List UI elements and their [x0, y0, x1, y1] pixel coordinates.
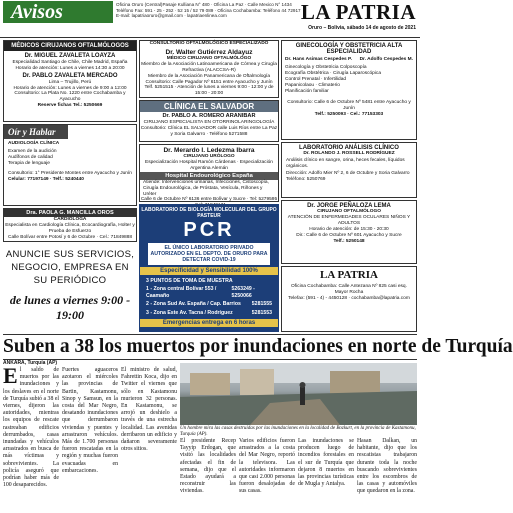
- doctor-name: Dr. ROLANDO J. ROSSELL RODRÍGUEZ: [303, 151, 395, 156]
- ad-title: Dr. Merardo I. Ledezma Ibarra: [163, 147, 255, 154]
- doctor-detail: Especialidad Santiago de Chile, Chile Madrid, España: [12, 59, 128, 65]
- doctor-names: Dr. Hans Asimas Cespedes P. Dr. Adolfo Cespedes M.: [285, 57, 413, 62]
- ad-line: Calle Bolívar entre Potosí y 6 de Octubre · Cel.: 71849888: [8, 234, 132, 240]
- office-hours: Horario de atención: Lunes a viernes 14:30 a 20:00: [15, 65, 125, 71]
- article-column: Fuertes aguaceros azotaron el miércoles las provincias de Bartin, Kastamonu, Sinop y Samsun, en la costa del Mar Negro, desatando inundaciones que derrumbaron viviendas y puentes y arrastraron vehículos. Más de 1.700 personas fueron rescatadas en la región y muchas fueron evacuadas en embarcaciones.: [62, 367, 118, 474]
- sample-point: 1 - Zona central Bolívar 553 / Caamaño 5263249 - 5250066: [146, 286, 255, 299]
- article-photo: [180, 363, 417, 425]
- office-address: Consultorio: 1° Presidente Montes entre Ayacucho y Junín: [8, 170, 132, 176]
- doctor-detail: Lima – Trujillo, Perú: [48, 79, 92, 85]
- article-headline: Suben a 38 los muertos por inundaciones en norte de Turquía: [3, 334, 417, 360]
- ad-band: Emergencias entrega en 6 horas: [140, 319, 278, 327]
- ad-note: EL ÚNICO LABORATORIO PRIVADO AUTORIZADO EN EL DEPTO. DE ORURO PARA DETECTAR COVID-19: [148, 243, 270, 265]
- ad-banner: Oír y Hablar: [4, 125, 68, 139]
- doctor-name: Dr. MIGUEL ZAVALETA LOAYZA: [24, 53, 116, 59]
- office-address: Dir.: Calle 6 de Octubre Nº 601 Ayacucho y Sucre: [296, 232, 402, 238]
- article-column: Hasan Dalkan, un habitante, dijo que los rescatistas trabajaron durante toda la noche buscando sobrevivientes entre los escombros de las casas y automóviles que quedaron en la zona.: [357, 438, 417, 495]
- ad-title: Dra. PAOLA G. MANCILLA OROS: [4, 209, 136, 217]
- phone-number: Teléfono: 5250769: [286, 176, 326, 182]
- service-item: Ginecología y Obstetricia Colposcopía: [285, 64, 367, 70]
- ad-la-patria-cochabamba: [281, 266, 417, 332]
- office-address: Dirección: Adolfo Mier Nº 2, 6 de Octubre y Soria Galvarro: [286, 170, 410, 176]
- ad-penaloza: [281, 200, 417, 264]
- ad-line: Miembro de la Asociación Panamericana de Oftalmología: [147, 73, 271, 79]
- article-column: Las inundaciones se producen luego de incendios forestales en el sur de Turquía que dejaron 8 muertos en las provincias turísticas de Mugla y Antalya.: [298, 438, 354, 488]
- ad-title: CLÍNICA EL SALVADOR: [140, 101, 278, 112]
- office-hours: Horario de atención: Lunes a viernes de 9:00 a 12:00: [13, 85, 127, 91]
- service-item: Ecografía Obstétrica · Cirugía Laparoscópica: [285, 70, 381, 76]
- photo-caption: Un hombre mira las casas destruidas por las inundaciones en la localidad de Bozkurt, en la provincia de Kastamonu, Turquía (AP).: [180, 426, 416, 437]
- contact-address: Oficina Oruro (Central)Pasaje Kulliana N° 480 · Oficina La Paz · Calle Mexico N° 1434 Teléfono Fax: 591 - 25 - 252 · 52 15 / 52 79 089 · Oficina Cochabamba: Teléfono 44 72917 E-mail: lapatriaoruro@gmail.com · lapatriaenlinea.com: [116, 2, 301, 19]
- ad-line: CIRUJANO ESPECIALISTA EN OTORRINOLARINGOLOGÍA: [143, 119, 275, 125]
- ad-line: Análisis clínico en sangre, orina, heces fecales, líquidos orgánicos.: [286, 157, 405, 169]
- drop-cap: E: [3, 363, 18, 388]
- service-item: Papanicolaou · Climaterio: [285, 82, 340, 88]
- sample-point: 2 - Zona Sud Av. España / Cap. Barrios 5281555: [146, 301, 272, 308]
- ad-title: LABORATORIO ANÁLISIS CLÍNICO: [299, 145, 399, 151]
- ad-title: Dr. Walter Gutiérrez Aldayuz: [165, 48, 253, 56]
- masthead: [0, 0, 420, 38]
- ad-title: AUDIOLOGÍA CLÍNICA: [8, 141, 60, 146]
- ad-title: GINECOLOGÍA Y OBSTETRICIA ALTA ESPECIALIDAD: [295, 43, 403, 55]
- ad-pcr-laboratorio: [139, 204, 279, 332]
- office-address: Consultorio: La Plata No. 1220 entre Cochabamba y Ayacucho: [14, 91, 126, 103]
- sample-point: 3 - Zona Este Av. Tacna / Rodríguez 5281553: [146, 309, 272, 316]
- ad-subtitle: CIRUJANO URÓLOGO: [183, 154, 235, 159]
- ad-mancilla-cardiologa: [3, 208, 137, 242]
- article-column: El ministro de salud, Fahrettin Koca, dijo en Twitter el viernes que sólo en Kastamonu murieron 32 personas. En Kastamonu, se arrojó un deshielo a través de una estrecha localidad. Las avenidas derribaron un edificio y dañaron severamente otros sitios.: [121, 367, 177, 453]
- ad-subtitle: CIRUJANO OFTALMÓLOGO: [317, 209, 381, 214]
- service-item: Control Prenatal · Infertilidad: [285, 76, 347, 82]
- ad-line: Especialista en Cardiología Clínica, Ecocardiografía, Holter y Prueba de Esfuerzo: [5, 222, 135, 234]
- ad-title: LA PATRIA: [320, 269, 378, 281]
- article-text: l saldo de muertos por las inundaciones y los deslaves en el norte de Turquía subió a 38 el viernes, dijeron las autoridades, mientras los equipos de rescate rastreaban edificios derrumbados, casas inundadas y vehículos arrastrados en busca de más víctimas y sobrevivientes. La policía aseguró que podrían haber más de 100 desaparecidos.: [3, 367, 59, 489]
- ad-hours: de lunes a viernes 9:00 - 19:00: [9, 293, 131, 322]
- doctor-name: Dr. PABLO ZAVALETA MERCADO: [22, 72, 118, 79]
- office-address: Oficina Cochabamba: Calle Antezana Nº 825 casi esq. Mayor Rocha: [291, 284, 407, 295]
- ad-anuncie: [3, 244, 137, 332]
- hospital-name: Hospital Endourológico España: [140, 172, 278, 180]
- ad-subtitle: MÉDICO CIRUJANO OFTALMÓLOGO: [166, 55, 252, 61]
- ad-line: Atiende: Intervenciones urinarias, Infecciones, Cistoscopía, Cirugía Endourológica, de Próstata, Vesícula, Riñones y Uréter: [143, 179, 269, 197]
- issue-date: Oruro – Bolivia, sábado 14 de agosto de 2021: [308, 25, 416, 31]
- article-column: El presidente Recep Tayyip Erdogan, que visitó las localidades afectadas el fin de semana, dijo que el Estado ayudará a reconstruir las viviendas.: [180, 438, 236, 495]
- ad-line: ATENCIÓN DE ENFERMEDADES OCULARES NIÑOS Y ADULTOS: [287, 214, 411, 226]
- office-address: Calle 6 de Octubre Nº 6136 entre Bolívar y Sucre · Tel: 5279595: [140, 197, 278, 203]
- office-address: Consultorio: Clínica EL SALVADOR calle Luis Ríos entre La Paz y Soria Galvarro · Teléfono 5271588: [140, 125, 278, 137]
- article-column: Varios edificios fueron arrastrados a la costa del Mar Negro, reportó la televisora. Las autoridades informaron que casi 2.000 personas fueron desalojadas de sus casas.: [239, 438, 295, 495]
- phone-number: Celular: 77197149 · Telf.: 5240440: [8, 176, 84, 182]
- office-address: Consultorio: Calle Pagador Nº 6151 entre Ayacucho y Junín: [145, 79, 273, 85]
- phone-number: Reserve fichas Tel.: 5250669: [37, 103, 103, 109]
- ad-laboratorio-analisis: [281, 142, 417, 198]
- doctor-name: Dr. PABLO A. ROMERO ARANIBAR: [162, 113, 256, 119]
- newspaper-logo: LA PATRIA: [300, 0, 416, 24]
- ad-subtitle: CARDIÓLOGA: [53, 217, 87, 222]
- ad-gutierrez: [139, 40, 279, 98]
- ad-title: MÉDICOS CIRUJANOS OFTALMÓLOGOS: [4, 41, 136, 51]
- service-item: Examen de la audición: [8, 148, 57, 154]
- flood-scene-image: [180, 363, 417, 425]
- ad-detail: Especialización Hospital Ramón Cárdenas · Especialización Argentina Alemán: [145, 159, 273, 171]
- phone-number: Telf.: 5250148: [333, 238, 365, 244]
- section-title: Avisos: [3, 1, 113, 23]
- ad-clinica-el-salvador: [139, 100, 279, 142]
- office-address: Consultorio: Calle 6 de Octubre Nº 5481 entre Ayacucho y Junín: [287, 100, 411, 112]
- ad-title: PCR: [183, 219, 235, 241]
- ad-line: Miembro de la Asociación Latinoamericana de Córnea y Cirugía Refractiva (ALACCSA-R): [141, 61, 277, 73]
- ad-pretitle: CONSULTORIO OFTALMOLÓGICO ESPECIALIZADO: [149, 41, 269, 46]
- ad-ginecologia: [281, 40, 417, 140]
- points-title: 3 PUNTOS DE TOMA DE MUESTRA: [146, 278, 233, 284]
- ad-oir-y-hablar: [3, 124, 137, 206]
- ad-ledezma-urologo: [139, 144, 279, 202]
- service-item: Planificación familiar: [285, 88, 329, 94]
- office-hours: Horario de atención: de 15:30 - 20:30: [309, 226, 389, 232]
- phone-number: Telf.: 5250093 · Cel.: 77153303: [314, 112, 384, 118]
- ad-highlight: Especificidad y Sensibilidad 100%: [140, 267, 278, 275]
- service-item: Terapia de lenguaje: [8, 160, 50, 166]
- ad-text: ANUNCIE SUS SERVICIOS, NEGOCIO, EMPRESA EN SU PERIÓDICO: [5, 249, 135, 286]
- ad-pretitle: LABORATORIO DE BIOLOGÍA MOLECULAR DEL GRUPO PASTEUR: [141, 207, 277, 219]
- ad-title: Dr. JORGE PEÑALOZA LEMA: [307, 203, 391, 209]
- ad-medicos-oftalmologos: [3, 40, 137, 122]
- contact-info: Telefax: (591 - 4) - 4450128 · cochabamba@lapatria.com: [288, 295, 410, 301]
- article-dateline: ANKARA, Turquía (AP): [3, 360, 58, 366]
- service-item: Audífonos de calidad: [8, 154, 53, 160]
- office-hours: Telf. 5251515 · Atención de lunes a viernes 9:00 - 12:00 y de 15:00 - 20:00: [144, 85, 274, 97]
